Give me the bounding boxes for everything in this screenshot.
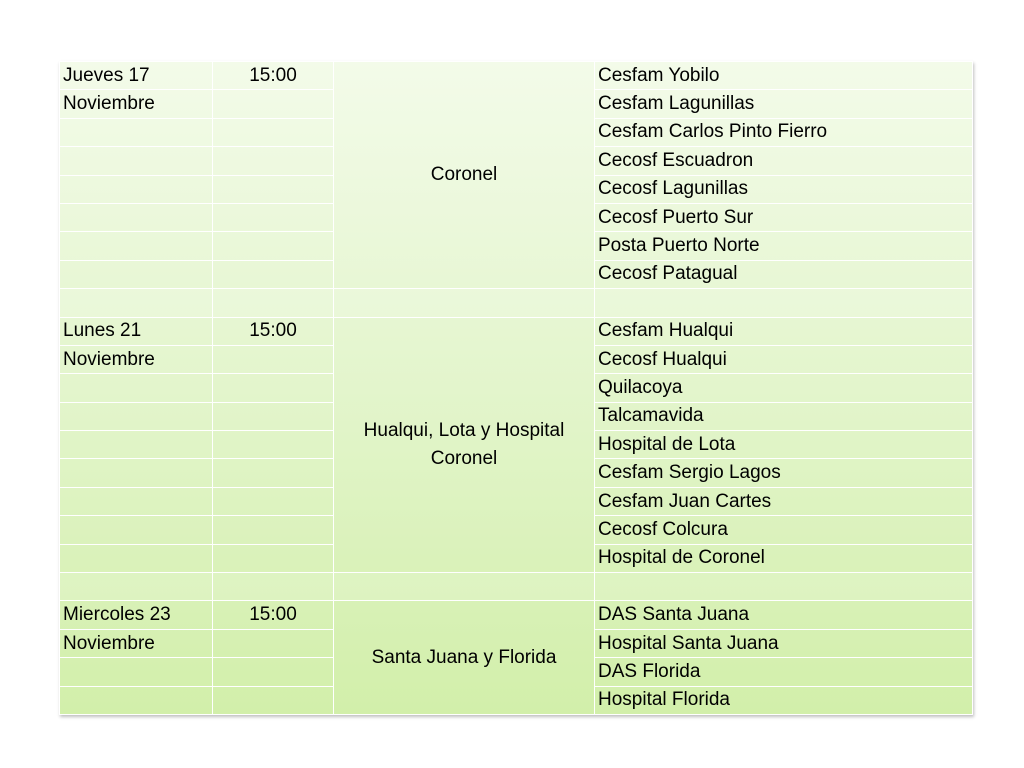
health-center-cell: Cecosf Colcura (595, 516, 973, 544)
health-center-cell: Cesfam Carlos Pinto Fierro (595, 118, 973, 146)
health-center-cell: DAS Florida (595, 658, 973, 686)
table-row (60, 317, 973, 345)
empty-cell (213, 459, 334, 487)
empty-cell (213, 345, 334, 373)
health-center-cell: Cecosf Patagual (595, 260, 973, 288)
health-center-cell: Hospital Florida (595, 686, 973, 714)
empty-cell (60, 147, 213, 175)
empty-cell (60, 232, 213, 260)
empty-cell (213, 544, 334, 572)
empty-cell (213, 402, 334, 430)
place-cell: Hualqui, Lota y Hospital Coronel (334, 317, 595, 573)
health-center-cell: Cesfam Hualqui (595, 317, 973, 345)
empty-cell (213, 629, 334, 657)
health-center-cell: Posta Puerto Norte (595, 232, 973, 260)
health-center-cell: Cecosf Lagunillas (595, 175, 973, 203)
health-center-cell: Cesfam Sergio Lagos (595, 459, 973, 487)
empty-cell (213, 175, 334, 203)
empty-cell (213, 289, 334, 317)
empty-cell (60, 686, 213, 714)
empty-cell (60, 658, 213, 686)
empty-cell (60, 175, 213, 203)
time-cell: 15:00 (213, 62, 334, 90)
table-row (60, 62, 973, 90)
place-cell: Coronel (334, 62, 595, 289)
day-cell: Lunes 21 (60, 317, 213, 345)
empty-cell (213, 232, 334, 260)
empty-cell (60, 573, 213, 601)
time-cell: 15:00 (213, 601, 334, 629)
empty-cell (213, 147, 334, 175)
empty-cell (213, 686, 334, 714)
time-cell: 15:00 (213, 317, 334, 345)
empty-cell (60, 516, 213, 544)
table-row (60, 601, 973, 629)
empty-cell (595, 573, 973, 601)
empty-cell (213, 516, 334, 544)
empty-cell (60, 118, 213, 146)
health-center-cell: Cecosf Puerto Sur (595, 203, 973, 231)
empty-cell (60, 431, 213, 459)
empty-cell (213, 431, 334, 459)
month-cell: Noviembre (60, 90, 213, 118)
empty-cell (60, 203, 213, 231)
empty-cell (213, 487, 334, 515)
empty-cell (334, 573, 595, 601)
health-center-cell: Cecosf Escuadron (595, 147, 973, 175)
schedule-table (59, 61, 973, 715)
health-center-cell: Quilacoya (595, 374, 973, 402)
health-center-cell: Hospital de Coronel (595, 544, 973, 572)
day-cell: Miercoles 23 (60, 601, 213, 629)
health-center-cell: Hospital de Lota (595, 431, 973, 459)
health-center-cell: Hospital Santa Juana (595, 629, 973, 657)
health-center-cell: Cecosf Hualqui (595, 345, 973, 373)
separator-row (60, 289, 973, 317)
health-center-cell: Cesfam Yobilo (595, 62, 973, 90)
empty-cell (595, 289, 973, 317)
empty-cell (213, 90, 334, 118)
empty-cell (213, 573, 334, 601)
day-cell: Jueves 17 (60, 62, 213, 90)
health-center-cell: Cesfam Juan Cartes (595, 487, 973, 515)
health-center-cell: Talcamavida (595, 402, 973, 430)
empty-cell (60, 374, 213, 402)
empty-cell (213, 374, 334, 402)
month-cell: Noviembre (60, 629, 213, 657)
separator-row (60, 573, 973, 601)
empty-cell (60, 260, 213, 288)
empty-cell (60, 487, 213, 515)
month-cell: Noviembre (60, 345, 213, 373)
empty-cell (60, 459, 213, 487)
empty-cell (60, 289, 213, 317)
empty-cell (213, 658, 334, 686)
empty-cell (213, 118, 334, 146)
schedule-body (60, 62, 973, 715)
health-center-cell: Cesfam Lagunillas (595, 90, 973, 118)
empty-cell (60, 544, 213, 572)
empty-cell (60, 402, 213, 430)
empty-cell (213, 260, 334, 288)
place-cell: Santa Juana y Florida (334, 601, 595, 715)
health-center-cell: DAS Santa Juana (595, 601, 973, 629)
empty-cell (213, 203, 334, 231)
empty-cell (334, 289, 595, 317)
